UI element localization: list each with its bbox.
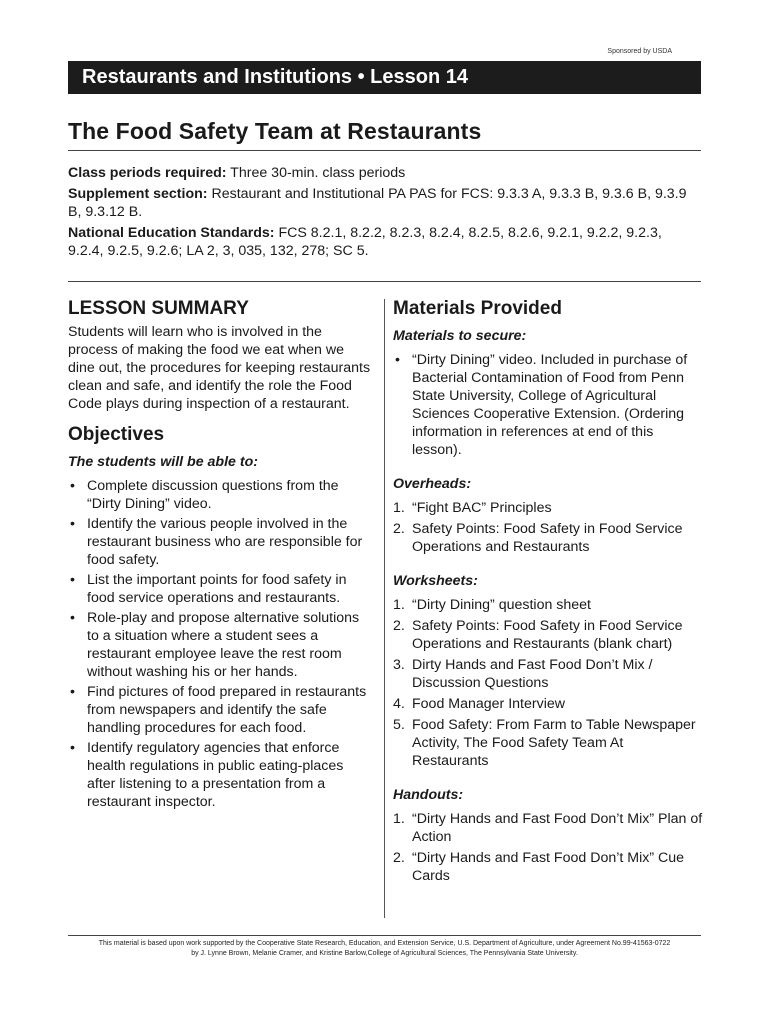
footer-line: This material is based upon work supported by the Cooperative State Research, Education, and Extension Service, U.S. Department of Agriculture, under Agreement No.99-41563-0722 <box>98 940 671 947</box>
lesson-summary-text: Students will learn who is involved in the process of making the food we eat when we dine out, the procedures for keeping restaurants clean and safe, and identify the role the Food Code plays during inspection of a restaurant. <box>68 324 371 412</box>
standards-value: FCS 8.2.1, 8.2.2, 8.2.3, 8.2.4, 8.2.5, 8.2.6, 9.2.1, 9.2.2, 9.2.3, 9.2.4, 9.2.5, 9.2.6; LA 2, 3, 035, 132, 278; SC 5. <box>68 225 662 259</box>
left-column <box>68 297 373 813</box>
handouts-label: Handouts: <box>393 787 464 803</box>
list-item <box>393 810 703 846</box>
list-item: • Role-play and propose alternative solutions to a situation where a student sees a restaurant employee leave the rest room without washing his or her hands. <box>68 609 373 681</box>
materials-heading: Materials Provided <box>393 298 562 319</box>
list-item <box>393 617 703 653</box>
lesson-summary-heading: LESSON SUMMARY <box>68 298 249 319</box>
item-number: 3. <box>393 657 405 673</box>
item-number: 2. <box>393 521 405 537</box>
worksheets-section <box>393 572 703 770</box>
item-number: 1. <box>393 811 405 827</box>
item-number: 4. <box>393 696 405 712</box>
item-text: Safety Points: Food Safety in Food Service Operations and Restaurants (blank chart) <box>412 618 683 652</box>
class-periods-value: Three 30-min. class periods <box>226 165 406 181</box>
list-item <box>393 596 703 614</box>
sponsor-note: Sponsored by USDA <box>607 48 672 55</box>
objectives-intro: The students will be able to: <box>68 454 258 470</box>
worksheets-label: Worksheets: <box>393 573 478 589</box>
list-item: • Find pictures of food prepared in restaurants from newspapers and identify the safe handling procedures for each food. <box>68 683 373 737</box>
materials-secure-label: Materials to secure: <box>393 328 527 344</box>
column-divider <box>384 299 385 918</box>
item-number: 5. <box>393 717 405 733</box>
item-number: 2. <box>393 850 405 866</box>
list-item: • “Dirty Dining” video. Included in purchase of Bacterial Contamination of Food from Penn State University, College of Agricultural Sciences Cooperative Extension. (Ordering information in references at end of this lesson). <box>393 351 703 459</box>
right-column <box>393 297 703 888</box>
materials-secure-list <box>393 351 703 459</box>
supplement-label: Supplement section: <box>68 186 208 202</box>
overheads-list <box>393 499 703 556</box>
item-number: 1. <box>393 500 405 516</box>
footer-rule <box>68 935 701 936</box>
item-text: Food Safety: From Farm to Table Newspaper Activity, The Food Safety Team At Restaurants <box>412 717 696 769</box>
worksheets-list <box>393 596 703 770</box>
list-item: • Identify regulatory agencies that enforce health regulations in public eating-places after listening to a presentation from a restaurant inspector. <box>68 739 373 811</box>
item-number: 1. <box>393 597 405 613</box>
meta-rule <box>68 281 701 282</box>
list-item: • Identify the various people involved in the restaurant business who are responsible for food safety. <box>68 515 373 569</box>
item-text: “Dirty Hands and Fast Food Don’t Mix” Cue Cards <box>412 850 685 884</box>
supplement-section <box>68 185 701 221</box>
education-standards <box>68 224 701 260</box>
list-item <box>393 849 703 885</box>
handouts-list <box>393 810 703 885</box>
list-item <box>393 520 703 556</box>
supplement-value: Restaurant and Institutional PA PAS for FCS: 9.3.3 A, 9.3.3 B, 9.3.6 B, 9.3.9 B, 9.3.12 B. <box>68 186 687 220</box>
page-title: The Food Safety Team at Restaurants <box>68 118 482 144</box>
list-item <box>393 716 703 770</box>
list-item: • Complete discussion questions from the “Dirty Dining” video. <box>68 477 373 513</box>
class-periods <box>68 164 701 182</box>
item-text: “Dirty Hands and Fast Food Don’t Mix” Plan of Action <box>412 811 703 845</box>
list-item <box>393 656 703 692</box>
lesson-meta <box>68 164 701 263</box>
overheads-label: Overheads: <box>393 476 472 492</box>
item-number: 2. <box>393 618 405 634</box>
class-periods-label: Class periods required: <box>68 165 227 181</box>
standards-label: National Education Standards: <box>68 225 275 241</box>
objectives-heading: Objectives <box>68 424 165 445</box>
item-text: Dirty Hands and Fast Food Don’t Mix / Discussion Questions <box>412 657 653 691</box>
footer-credit <box>68 939 701 959</box>
objectives-list <box>68 477 373 811</box>
item-text: “Fight BAC” Principles <box>412 500 552 516</box>
list-item: • List the important points for food safety in food service operations and restaurants. <box>68 571 373 607</box>
handouts-section <box>393 786 703 885</box>
overheads-section <box>393 475 703 556</box>
item-text: “Dirty Dining” question sheet <box>412 597 591 613</box>
item-text: Safety Points: Food Safety in Food Service Operations and Restaurants <box>412 521 683 555</box>
footer-line: by J. Lynne Brown, Melanie Cramer, and Kristine Barlow,College of Agricultural Sciences, The Pennsylvania State University. <box>191 950 578 957</box>
list-item <box>393 499 703 517</box>
item-text: Food Manager Interview <box>412 696 565 712</box>
lesson-banner: Restaurants and Institutions • Lesson 14 <box>68 61 701 94</box>
list-item <box>393 695 703 713</box>
title-rule <box>68 150 701 151</box>
